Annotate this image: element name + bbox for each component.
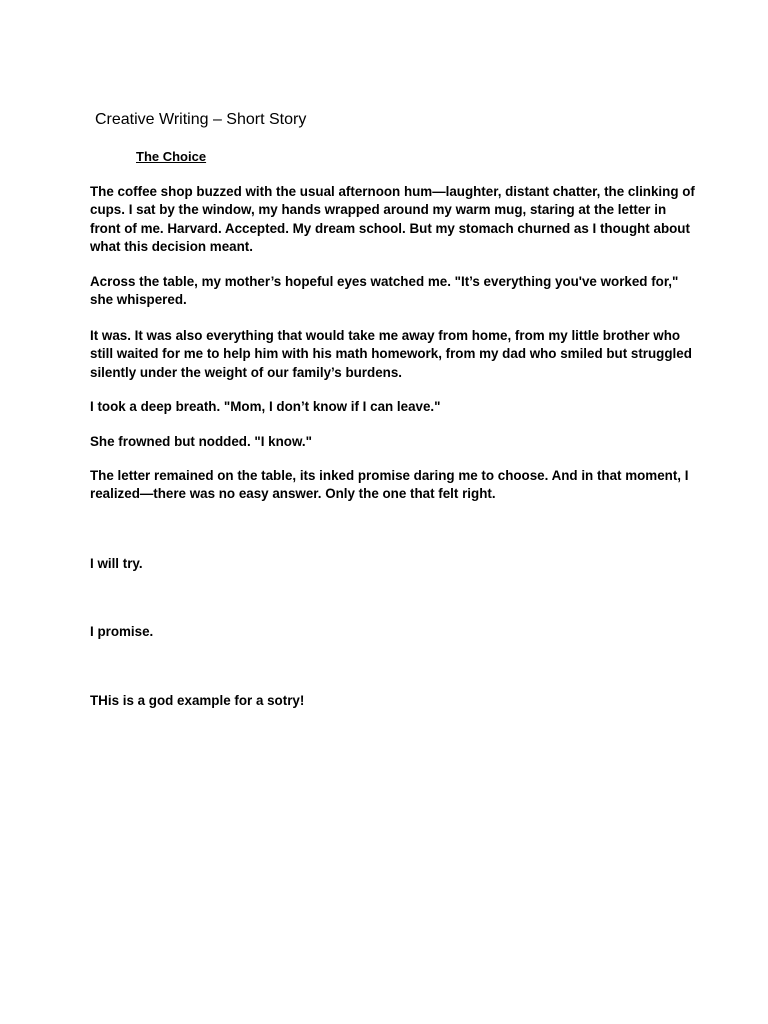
paragraph-8: I promise. <box>90 624 154 639</box>
paragraph-4: I took a deep breath. "Mom, I don’t know if I can leave." <box>90 399 441 414</box>
story-title: The Choice <box>136 149 207 164</box>
paragraph-9: THis is a god example for a sotry! <box>90 693 305 708</box>
paragraph-3: It was. It was also everything that would take me away from home, from my little brother who still waited for me to help him with his math homework, from my dad who smiled but struggled silently under the weight of our family’s burdens. <box>90 328 692 380</box>
paragraph-6: The letter remained on the table, its inked promise daring me to choose. And in that moment, I realized—there was no easy answer. Only the one that felt right. <box>90 468 689 502</box>
document-title: Creative Writing – Short Story <box>95 111 307 128</box>
paragraph-5: She frowned but nodded. "I know." <box>90 434 312 449</box>
paragraph-7: I will try. <box>90 556 143 571</box>
paragraph-2: Across the table, my mother’s hopeful eyes watched me. "It’s everything you've worked for," she whispered. <box>90 274 679 308</box>
paragraph-1: The coffee shop buzzed with the usual afternoon hum—laughter, distant chatter, the clinking of cups. I sat by the window, my hands wrapped around my warm mug, staring at the letter in front of me. Harvard. Accepted. My dream school. But my stomach churned as I thought about what this decision meant. <box>90 184 695 255</box>
